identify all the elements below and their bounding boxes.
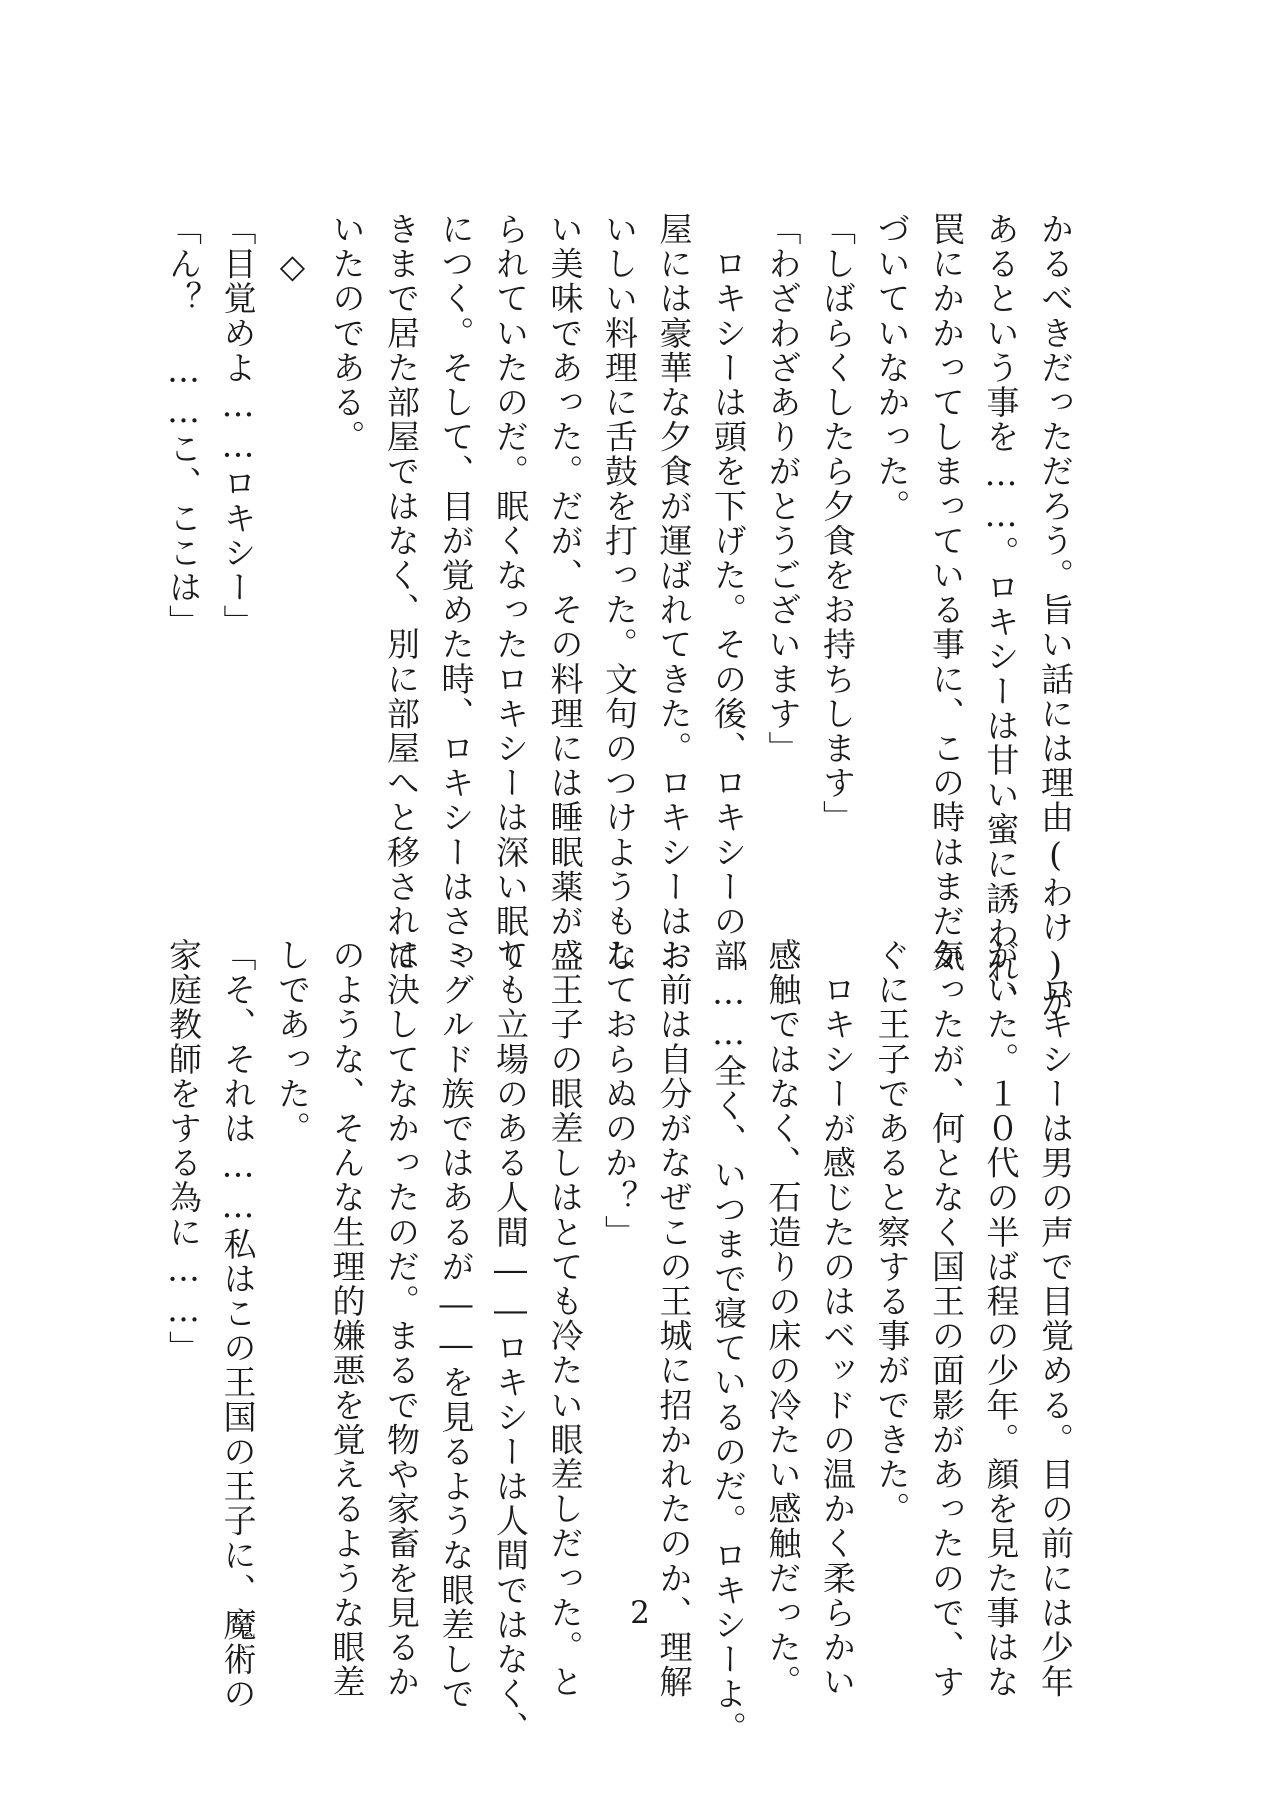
text-line: のような、そんな生理的嫌悪を覚えるような眼差 <box>327 938 367 1700</box>
text-line: 感触ではなく、石造りの床の冷たい感触だった。 <box>763 938 803 1700</box>
text-line: いたのである。 <box>327 212 367 455</box>
text-line: は決してなかったのだ。まるで物や家畜を見るか <box>382 938 421 1700</box>
text-line: いしい料理に舌鼓を打った。文句のつけようもな <box>600 212 639 974</box>
text-line: きまで居た部屋ではなく、別に部屋へと移されて <box>382 212 421 974</box>
text-line: かるべきだっただろう。旨い話には理由(わけ)が <box>1036 212 1075 1020</box>
text-line: られていたのだ。眠くなったロキシーは深い眠り <box>491 212 530 974</box>
text-line: づいていなかった。 <box>872 212 912 524</box>
text-line: につく。そして、目が覚めた時、ロキシーはさっ <box>436 212 476 974</box>
text-line: 「目覚めよ……ロキシー」 <box>218 212 258 640</box>
text-line: あるという事を……。ロキシーは甘い蜜に誘われ、 <box>981 212 1021 1020</box>
text-line: 「ん？ ……こ、ここは」 <box>164 212 203 640</box>
text-line: 王子の眼差しはとても冷たい眼差しだった。と <box>545 938 585 1700</box>
text-line: しであった。 <box>273 938 312 1146</box>
text-line: ロキシーは頭を下げた。その後、ロキシーの部 <box>709 212 748 974</box>
section-break-line: ◇ <box>273 212 312 288</box>
text-line: ロキシーが感じたのはベッドの温かく柔らかい <box>818 938 857 1700</box>
text-line: 屋には豪華な夕食が運ばれてきた。ロキシーはお <box>654 212 694 974</box>
text-line: い美味であった。だが、その料理には睡眠薬が盛 <box>545 212 585 974</box>
text-line: 「そ、それは……私はこの王国の王子に、魔術の <box>218 938 258 1712</box>
lower-text-block <box>164 938 1080 1746</box>
text-line: かったが、何となく国王の面影があったので、す <box>927 938 966 1700</box>
text-line: ミグルド族ではあるが――を見るような眼差しで <box>436 938 476 1712</box>
text-line: 「……全く、いつまで寝ているのだ。ロキシーよ。 <box>709 938 748 1746</box>
text-line: がいた。１０代の半ば程の少年。顔を見た事はな <box>981 938 1021 1700</box>
text-line: お前は自分がなぜこの王城に招かれたのか、理解 <box>654 938 694 1700</box>
text-line: 「しばらくしたら夕食をお持ちします」 <box>818 212 857 835</box>
text-line: 「わざわざありがとうございます」 <box>763 212 803 766</box>
text-line: ても立場のある人間――ロキシーは人間ではなく、 <box>491 938 530 1746</box>
text-line: 家庭教師をする為に……」 <box>164 938 203 1366</box>
text-line: 罠にかかってしまっている事に、この時はまだ気 <box>927 212 966 974</box>
text-line: しておらぬのか？」 <box>600 938 639 1250</box>
upper-text-block <box>164 212 1080 1020</box>
page-number: 2 <box>630 1595 650 1631</box>
text-line: ぐに王子であると察する事ができた。 <box>872 938 912 1527</box>
text-line: ロキシーは男の声で目覚める。目の前には少年 <box>1036 938 1075 1700</box>
